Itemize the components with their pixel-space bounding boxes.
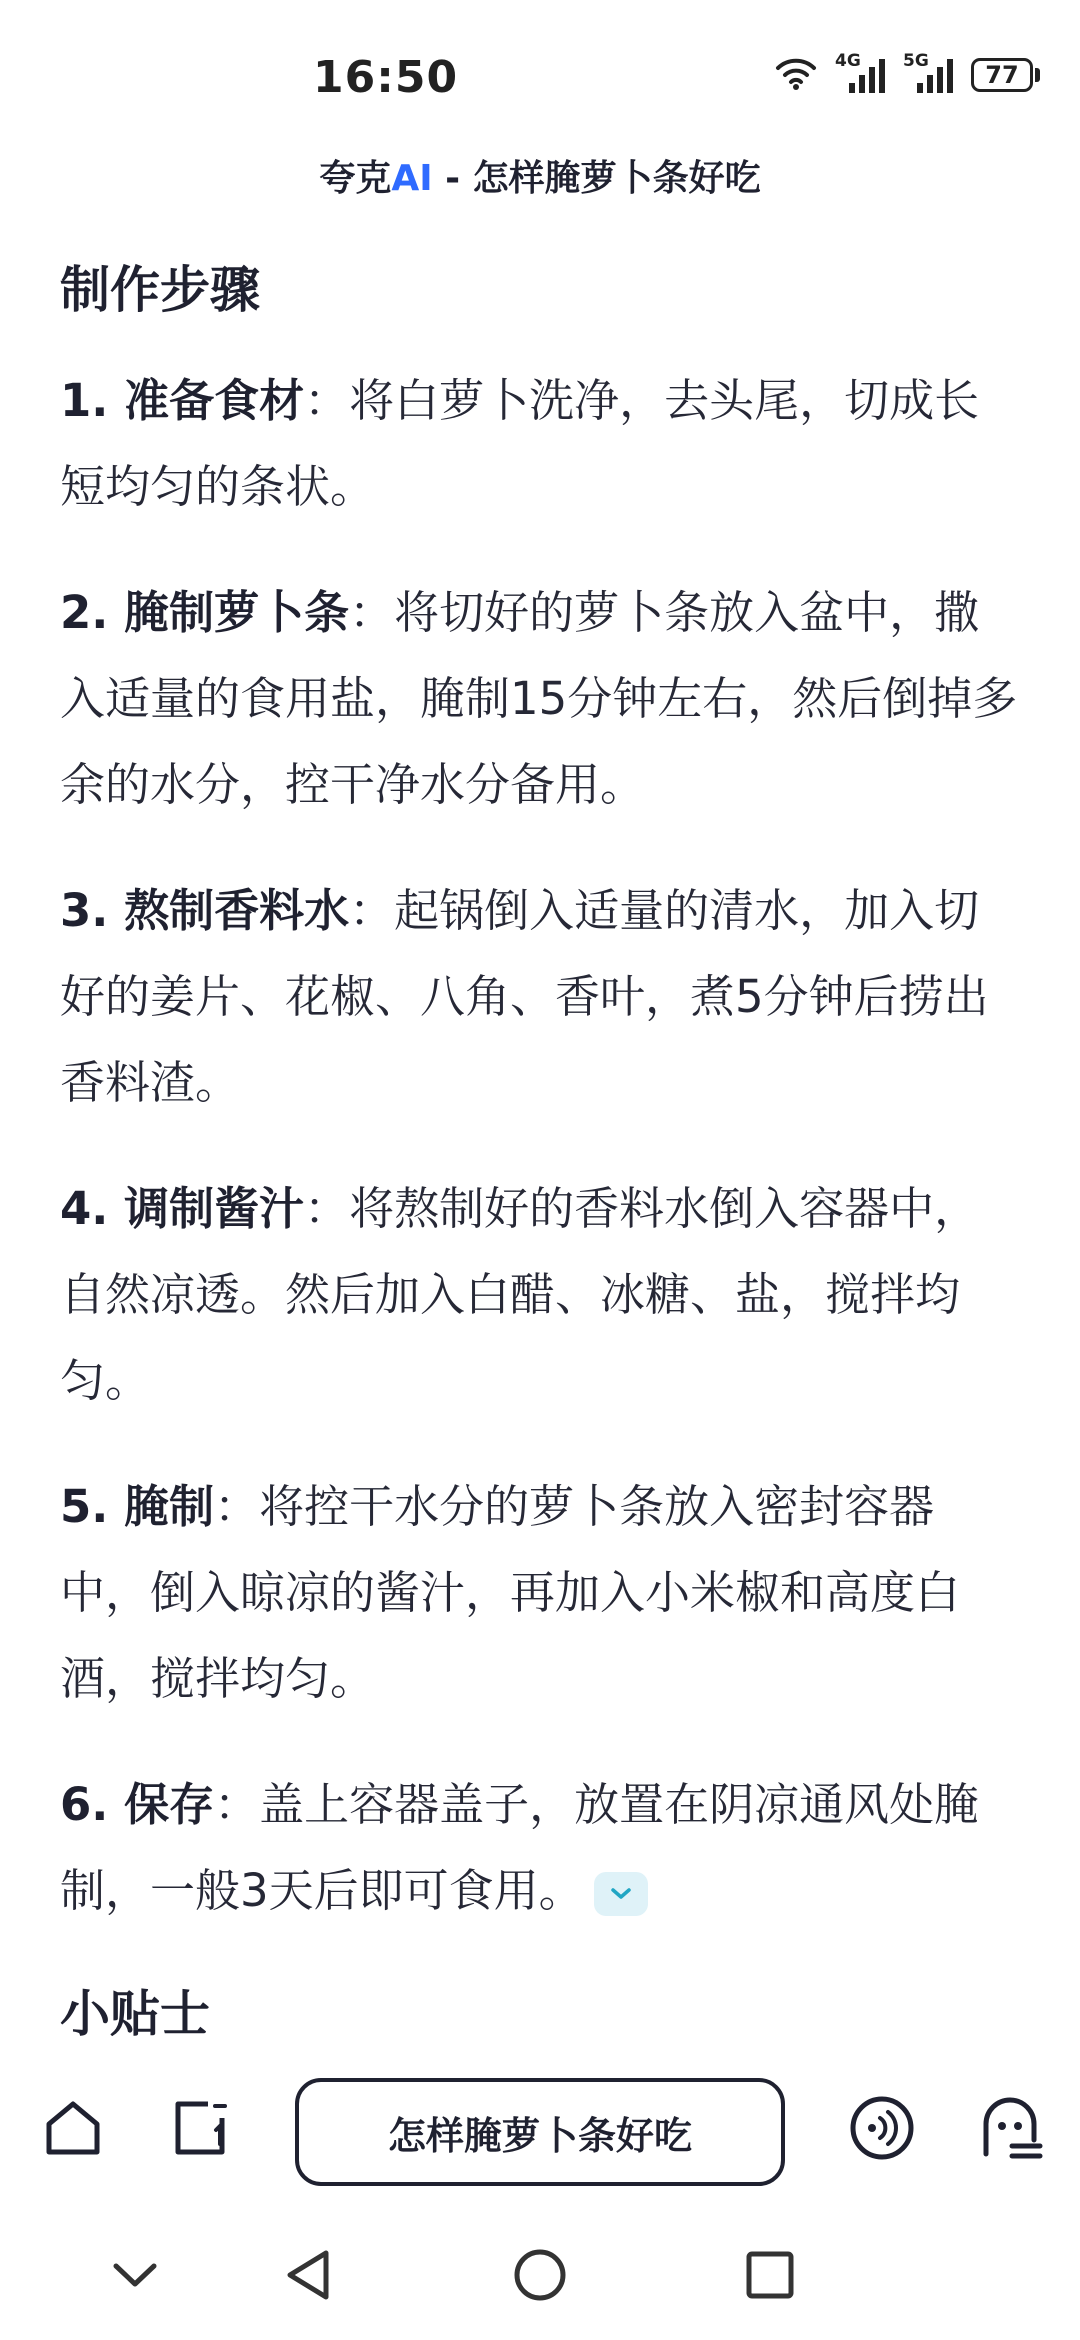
tabs-icon (168, 2096, 232, 2160)
page-title (0, 150, 1080, 201)
section-heading: 制作步骤 (60, 261, 260, 319)
status-icons (775, 51, 1040, 95)
back-icon (282, 2247, 338, 2303)
step-sep: ： (349, 586, 395, 639)
step-text: 起锅倒入适量的清水，加入切好的姜片、花椒、八角、香叶，煮5分钟后捞出香料渣。 (60, 884, 989, 1109)
step-item (60, 1166, 1020, 1424)
step-title: 4. 调制酱汁 (60, 1182, 305, 1235)
back-button[interactable] (270, 2235, 350, 2315)
battery-icon (971, 58, 1040, 92)
step-sep: ： (304, 1182, 350, 1235)
step-sep: ： (349, 884, 395, 937)
tips-heading: 小贴士 (60, 1985, 210, 2043)
step-text: 将白萝卜洗净，去头尾，切成长短均匀的条状。 (60, 374, 980, 513)
collapse-button[interactable] (95, 2235, 175, 2315)
voice-button[interactable] (842, 2088, 922, 2168)
answer-content (60, 240, 1020, 2045)
chevron-down-icon (110, 2260, 160, 2290)
chevron-down-icon (609, 1886, 633, 1902)
signal-icon (835, 51, 885, 95)
wifi-icon (775, 56, 817, 94)
bottom-toolbar (0, 2048, 1080, 2208)
step-sep: ： (304, 374, 350, 427)
step-title: 5. 腌制 (60, 1480, 215, 1533)
step-text: 将控干水分的萝卜条放入密封容器中，倒入晾凉的酱汁，再加入小米椒和高度白酒，搅拌均匀。 (60, 1480, 961, 1705)
step-text: 将熬制好的香料水倒入容器中，自然凉透。然后加入白醋、冰糖、盐，搅拌均匀。 (60, 1182, 980, 1407)
step-sep: ： (214, 1778, 260, 1831)
status-time: 16:50 (313, 52, 459, 103)
step-item (60, 1762, 1020, 1934)
signal-icon (903, 51, 953, 95)
home-circle-icon (512, 2247, 568, 2303)
step-sep: ： (214, 1480, 260, 1533)
status-bar (0, 0, 1080, 150)
step-item (60, 570, 1020, 828)
recents-icon (742, 2247, 798, 2303)
step-title: 1. 准备食材 (60, 374, 305, 427)
signal-label: 5G (903, 51, 929, 71)
title-suffix: - 怎样腌萝卜条好吃 (432, 158, 761, 199)
title-ai: AI (391, 158, 433, 199)
step-title: 2. 腌制萝卜条 (60, 586, 350, 639)
search-bar[interactable]: 怎样腌萝卜条好吃 (295, 2078, 785, 2186)
title-prefix: 夸克 (319, 158, 392, 199)
audio-icon (848, 2094, 916, 2162)
battery-level: 77 (971, 58, 1033, 92)
tabs-button[interactable] (160, 2088, 240, 2168)
system-navigation (0, 2210, 1080, 2340)
home-button[interactable] (33, 2088, 113, 2168)
step-text: 盖上容器盖子，放置在阴凉通风处腌制，一般3天后即可食用。 (60, 1778, 980, 1917)
home-system-button[interactable] (500, 2235, 580, 2315)
step-text: 将切好的萝卜条放入盆中，撒入适量的食用盐，腌制15分钟左右，然后倒掉多余的水分，控干净水分备用。 (60, 586, 1018, 811)
assistant-button[interactable] (970, 2088, 1050, 2168)
signal-label: 4G (835, 51, 861, 71)
ghost-icon (976, 2094, 1044, 2162)
home-icon (41, 2096, 105, 2160)
step-title: 3. 熬制香料水 (60, 884, 350, 937)
expand-button[interactable] (594, 1872, 648, 1916)
recents-button[interactable] (730, 2235, 810, 2315)
step-item (60, 1464, 1020, 1722)
step-item (60, 358, 1020, 530)
step-title: 6. 保存 (60, 1778, 215, 1831)
step-item (60, 868, 1020, 1126)
